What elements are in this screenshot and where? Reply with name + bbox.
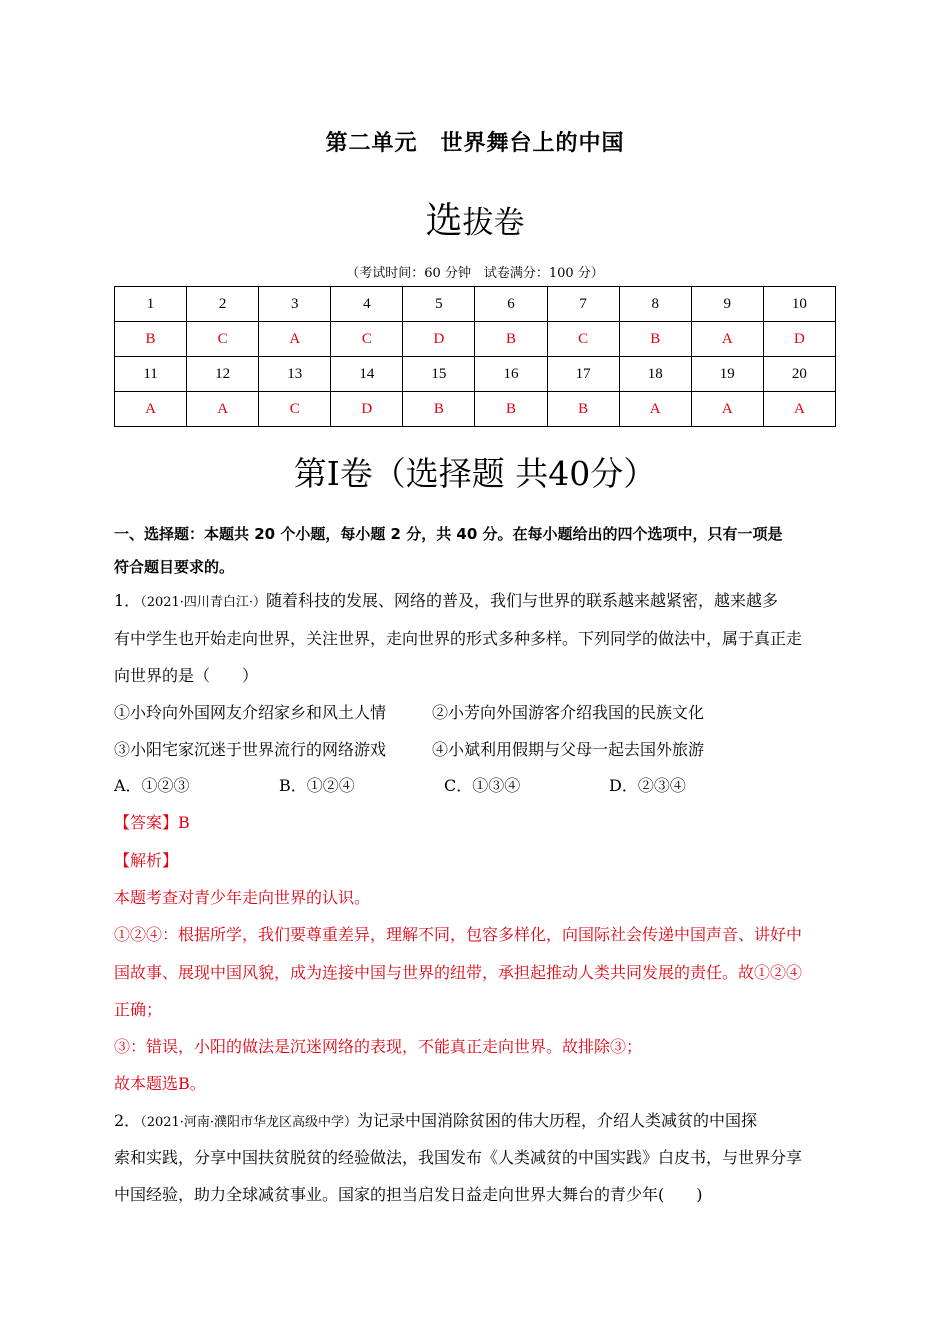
answer-cell: B — [475, 322, 547, 357]
question-number: 2． — [114, 1111, 141, 1130]
question-number-cell: 12 — [187, 357, 259, 392]
answer-cell: B — [547, 392, 619, 427]
analysis-line: 国故事、展现中国风貌，成为连接中国与世界的纽带，承担起推动人类共同发展的责任。故①②④ — [114, 963, 803, 982]
question-1-item: ②小芳向外国游客介绍我国的民族文化 — [432, 703, 705, 722]
answer-table-answer-row — [115, 322, 836, 357]
question-number: 1． — [114, 591, 141, 610]
part-title: 第Ⅰ卷（选择题 共40分） — [293, 454, 657, 493]
question-number-cell: 14 — [331, 357, 403, 392]
answer-cell: B — [619, 322, 691, 357]
option-d: D．②③④ — [609, 776, 686, 795]
answer-cell: B — [115, 322, 187, 357]
question-number-cell: 9 — [691, 287, 763, 322]
analysis-line: 故本题选B。 — [114, 1074, 206, 1093]
answer-cell: A — [763, 392, 835, 427]
question-1-item: ③小阳宅家沉迷于世界流行的网络游戏 — [114, 740, 387, 759]
option-c: C．①③④ — [444, 776, 521, 795]
section-instruction-line: 符合题目要求的。 — [114, 558, 235, 576]
question-1-stem-line: 向世界的是（ ） — [114, 666, 259, 685]
question-number-cell: 1 — [115, 287, 187, 322]
answer-cell: A — [691, 322, 763, 357]
question-number-cell: 18 — [619, 357, 691, 392]
question-source: （2021·河南·濮阳市华龙区高级中学） — [140, 1115, 358, 1130]
question-number-cell: 16 — [475, 357, 547, 392]
answer-table-answer-row — [115, 392, 836, 427]
subtitle-first-char: 选 — [425, 199, 463, 242]
question-2-stem-line: 中国经验，助力全球减贫事业。国家的担当启发日益走向世界大舞台的青少年( ) — [114, 1185, 703, 1204]
option-a: A．①②③ — [114, 776, 190, 795]
question-number-cell: 8 — [619, 287, 691, 322]
analysis-label: 【解析】 — [114, 851, 179, 870]
answer-label: 【答案】 — [114, 813, 179, 832]
question-number-cell: 6 — [475, 287, 547, 322]
question-number-cell: 10 — [763, 287, 835, 322]
unit-title: 第二单元 世界舞台上的中国 — [325, 131, 625, 156]
question-number-cell: 2 — [187, 287, 259, 322]
question-number-cell: 15 — [403, 357, 475, 392]
answer-cell: B — [475, 392, 547, 427]
answer-cell: C — [187, 322, 259, 357]
analysis-line: 正确； — [114, 1000, 163, 1019]
subtitle-rest: 拔卷 — [462, 205, 525, 241]
question-number-cell: 7 — [547, 287, 619, 322]
answer-cell: C — [259, 392, 331, 427]
exam-info: （考试时间：60 分钟 试卷满分：100 分） — [346, 266, 604, 281]
answer-line — [114, 810, 190, 833]
answer-cell: A — [259, 322, 331, 357]
answer-value: B — [178, 813, 190, 832]
answer-cell: B — [403, 392, 475, 427]
question-stem: 为记录中国消除贫困的伟大历程，介绍人类减贫的中国探 — [357, 1111, 758, 1130]
section-instruction-line: 一、选择题：本题共 20 个小题，每小题 2 分，共 40 分。在每小题给出的四个选项中，只有一项是 — [114, 525, 783, 543]
answer-cell: D — [331, 392, 403, 427]
question-1-stem-line: 有中学生也开始走向世界，关注世界，走向世界的形式多种多样。下列同学的做法中，属于真正走 — [114, 629, 803, 648]
analysis-line: ①②④：根据所学，我们要尊重差异，理解不同，包容多样化，向国际社会传递中国声音、讲好中 — [114, 925, 803, 944]
question-number-cell: 17 — [547, 357, 619, 392]
question-2-stem-line: 索和实践，分享中国扶贫脱贫的经验做法，我国发布《人类减贫的中国实践》白皮书，与世界分享 — [114, 1148, 803, 1167]
answer-cell: D — [763, 322, 835, 357]
paper-subtitle — [0, 190, 950, 244]
question-number-cell: 19 — [691, 357, 763, 392]
question-number-cell: 11 — [115, 357, 187, 392]
question-1-item: ①小玲向外国网友介绍家乡和风土人情 — [114, 703, 387, 722]
answer-cell: A — [115, 392, 187, 427]
answer-table — [114, 286, 836, 427]
answer-cell: A — [619, 392, 691, 427]
question-stem: 随着科技的发展、网络的普及，我们与世界的联系越来越紧密，越来越多 — [266, 591, 779, 610]
option-b: B．①②④ — [279, 776, 355, 795]
answer-cell: D — [403, 322, 475, 357]
question-number-cell: 3 — [259, 287, 331, 322]
answer-cell: C — [547, 322, 619, 357]
question-2-stem-line — [114, 1108, 757, 1131]
answer-cell: C — [331, 322, 403, 357]
analysis-line: ③：错误，小阳的做法是沉迷网络的表现，不能真正走向世界。故排除③； — [114, 1037, 643, 1056]
analysis-line: 本题考查对青少年走向世界的认识。 — [114, 888, 371, 907]
answer-cell: A — [691, 392, 763, 427]
question-number-cell: 4 — [331, 287, 403, 322]
answer-table-number-row — [115, 287, 836, 322]
question-1-stem-line — [114, 588, 778, 611]
question-number-cell: 20 — [763, 357, 835, 392]
question-source: （2021·四川青白江·） — [140, 595, 267, 610]
answer-table-number-row — [115, 357, 836, 392]
question-number-cell: 13 — [259, 357, 331, 392]
question-number-cell: 5 — [403, 287, 475, 322]
answer-cell: A — [187, 392, 259, 427]
question-1-item: ④小斌利用假期与父母一起去国外旅游 — [432, 740, 705, 759]
